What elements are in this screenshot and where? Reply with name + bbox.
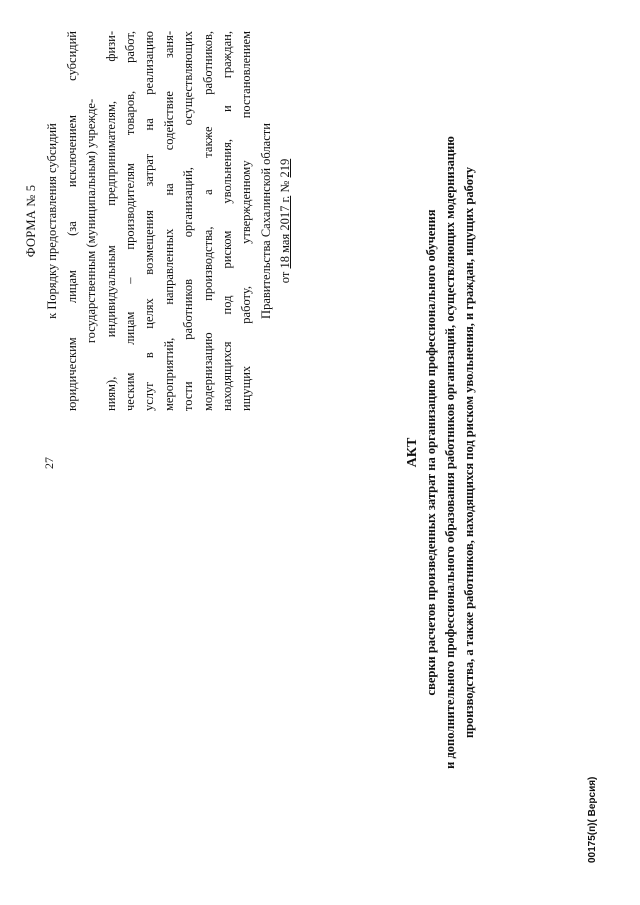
form-title: ФОРМА № 5	[24, 184, 38, 258]
form-date: 18 мая 2017 г.	[278, 195, 293, 269]
form-line: ческим лицам – производителям товаров, работ,	[123, 31, 138, 411]
date-prefix: от	[278, 268, 293, 284]
document-code: 00175(п)( Версия)	[587, 776, 598, 863]
form-line: услуг в целях возмещения затрат на реализацию	[142, 31, 157, 411]
form-line: тости работников организаций, осуществляющих	[181, 31, 196, 411]
form-line: мероприятий, направленных на содействие заня-	[161, 31, 176, 411]
act-subtitle-line: сверки расчетов произведенных затрат на организацию профессионального обучения	[424, 209, 438, 696]
act-subtitle-line: производства, а также работников, находящихся под риском увольнения, и граждан, ищущих работу	[462, 166, 476, 739]
form-line: ищущих работу, утвержденному постановлением	[239, 31, 254, 411]
number-prefix: №	[278, 177, 293, 196]
act-title: АКТ	[405, 437, 420, 468]
form-line: к Порядку предоставления субсидий	[45, 123, 60, 319]
form-number: 219	[278, 158, 293, 178]
form-header-block	[22, 31, 296, 411]
form-line: находящихся под риском увольнения, и граждан,	[220, 31, 235, 411]
form-line: Правительства Сахалинской области	[258, 123, 273, 319]
act-subtitle-line: и дополнительного профессионального образования работников организаций, осуществляющих модернизацию	[443, 136, 457, 769]
form-date-line	[276, 31, 295, 411]
form-line: ниям), индивидуальным предпринимателям, физи-	[103, 31, 118, 411]
page-number: 27	[42, 457, 56, 469]
form-line: модернизацию производства, а также работников,	[200, 31, 215, 411]
form-line: государственным (муниципальным) учрежде-	[84, 98, 99, 344]
form-line: юридическим лицам (за исключением субсидий	[64, 31, 79, 411]
